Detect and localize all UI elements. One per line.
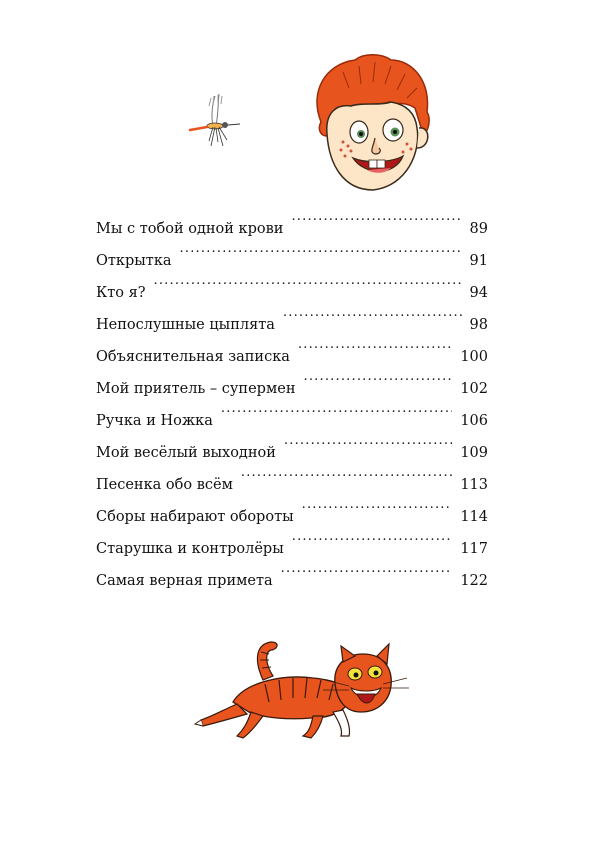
toc-dot-leader xyxy=(283,297,462,329)
toc-dot-leader xyxy=(221,393,452,425)
mosquito-illustration xyxy=(185,86,245,148)
toc-entry-page: 98 xyxy=(469,317,488,333)
toc-dot-leader xyxy=(304,361,453,393)
toc-entry-title: Открытка xyxy=(96,253,172,269)
toc-dot-leader xyxy=(298,329,452,361)
toc-dot-leader xyxy=(284,425,452,457)
toc-entry-page: 100 xyxy=(460,349,488,365)
toc-entry-title: Песенка обо всём xyxy=(96,477,233,493)
toc-entry-page: 117 xyxy=(460,541,488,557)
toc-entry-page: 94 xyxy=(469,285,488,301)
toc-entry-title: Сборы набирают обороты xyxy=(96,509,294,525)
table-of-contents xyxy=(96,201,488,589)
toc-entry-page: 114 xyxy=(460,509,488,525)
boy-face-illustration xyxy=(303,52,437,194)
toc-entry-title: Ручка и Ножка xyxy=(96,413,213,429)
running-cat-illustration xyxy=(193,640,413,740)
toc-entry-page: 122 xyxy=(460,573,488,589)
toc-entry-title: Старушка и контролёры xyxy=(96,541,284,557)
toc-entry-page: 91 xyxy=(469,253,488,269)
toc-dot-leader xyxy=(180,233,462,265)
toc-entry[interactable] xyxy=(96,201,488,237)
toc-entry-page: 106 xyxy=(460,413,488,429)
toc-dot-leader xyxy=(292,521,453,553)
toc-dot-leader xyxy=(291,201,461,233)
toc-entry-title: Непослушные цыплята xyxy=(96,317,275,333)
toc-dot-leader xyxy=(241,457,452,489)
toc-entry-title: Мой весёлый выходной xyxy=(96,445,276,461)
toc-entry-page: 113 xyxy=(460,477,488,493)
toc-entry[interactable] xyxy=(96,297,488,333)
toc-entry-page: 89 xyxy=(469,221,488,237)
toc-entry-title: Кто я? xyxy=(96,285,146,301)
toc-entry-title: Мой приятель – супермен xyxy=(96,381,296,397)
toc-entry[interactable] xyxy=(96,265,488,301)
toc-entry-title: Объяснительная записка xyxy=(96,349,290,365)
toc-dot-leader xyxy=(154,265,462,297)
toc-dot-leader xyxy=(302,489,453,521)
toc-entry-title: Мы с тобой одной крови xyxy=(96,221,284,237)
toc-entry-title: Самая верная примета xyxy=(96,573,273,589)
toc-entry-page: 102 xyxy=(460,381,488,397)
toc-entry-page: 109 xyxy=(460,445,488,461)
toc-dot-leader xyxy=(281,553,453,585)
